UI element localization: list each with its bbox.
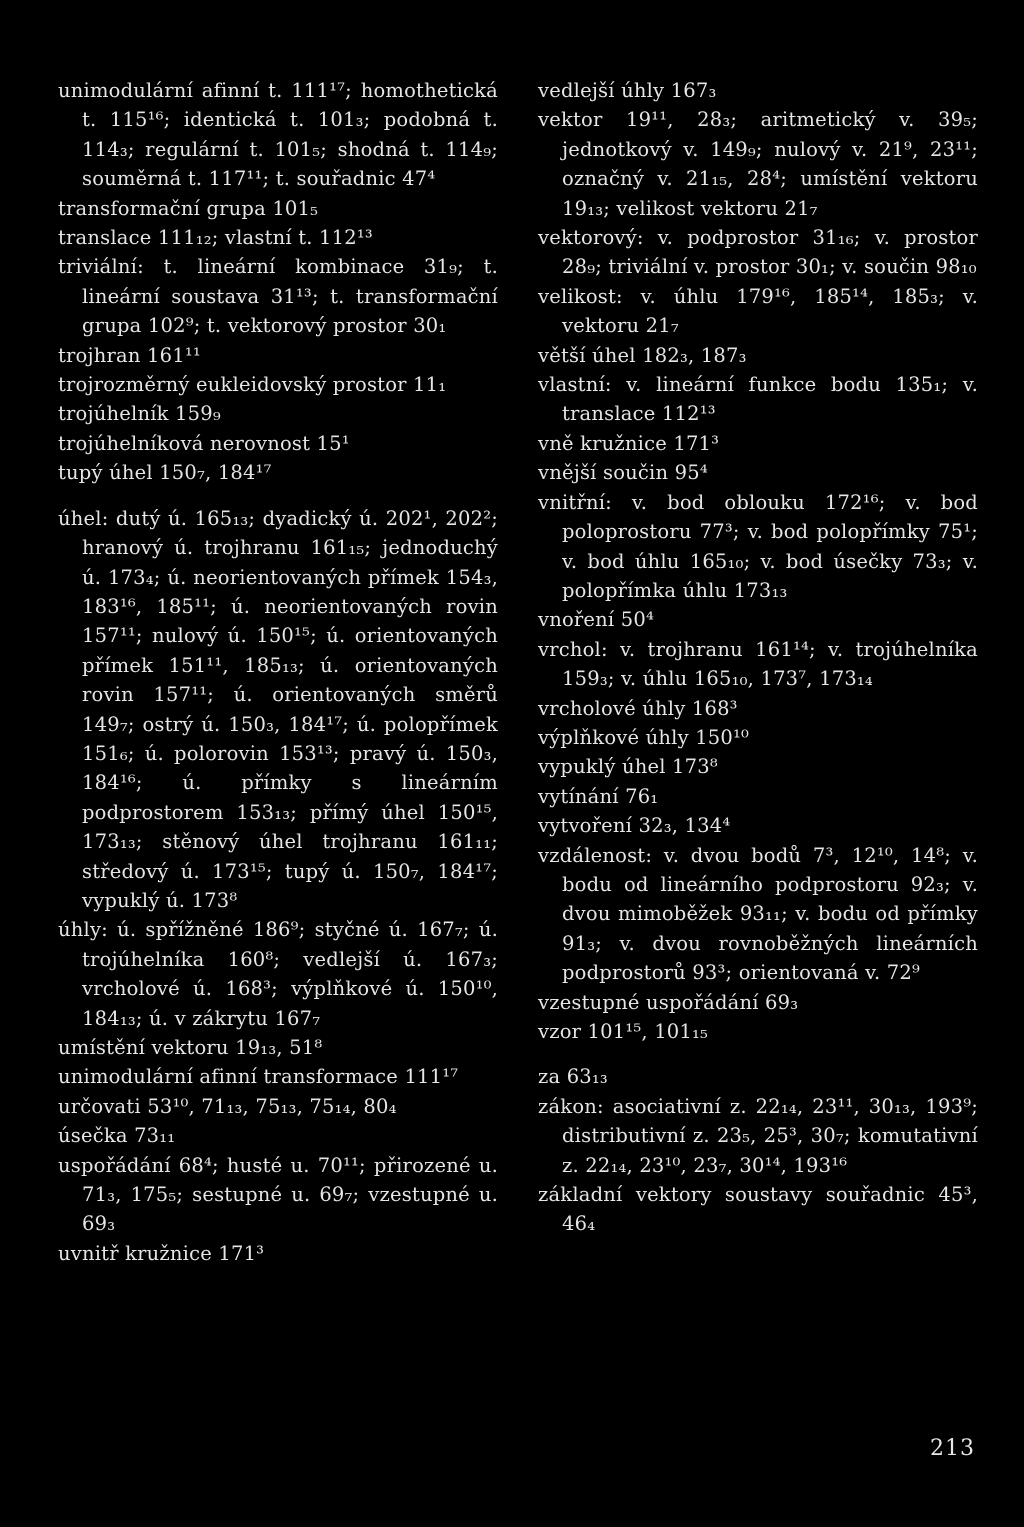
index-entry: vnoření 50⁴ (538, 608, 655, 632)
index-entry: vrcholové úhly 168³ (538, 696, 738, 720)
index-entry: vytvoření 32₃, 134⁴ (538, 814, 731, 838)
index-entry: vektorový: v. podprostor 31₁₆; v. prostor 28₉; triviální v. prostor 30₁; v. součin 98₁₀ (538, 226, 978, 279)
index-entry: za 63₁₃ (538, 1065, 608, 1089)
section-gap (58, 488, 498, 504)
index-entry: vně kružnice 171³ (538, 431, 720, 455)
index-entry: úsečka 73₁₁ (58, 1124, 176, 1148)
index-entry: vektor 19¹¹, 28₃; aritmetický v. 39₅; jednotkový v. 149₉; nulový v. 21⁹, 23¹¹; označný v. 21₁₅, 28⁴; umístění vektoru 19₁₃; velikost vektoru 21₇ (538, 108, 978, 220)
index-entry: transformační grupa 101₅ (58, 196, 319, 220)
index-column-left (58, 76, 498, 1268)
index-entry: vzor 101¹⁵, 101₁₅ (538, 1020, 709, 1043)
index-entry: unimodulární afinní t. 111¹⁷; homothetická t. 115¹⁶; identická t. 101₃; podobná t. 114₃; regulární t. 101₅; shodná t. 114₉; souměrná t. 117¹¹; t. souřadnic 47⁴ (58, 79, 498, 191)
page-number: 213 (930, 1436, 975, 1461)
index-entry: triviální: t. lineární kombinace 31₉; t. lineární soustava 31¹³; t. transformační grupa 102⁹; t. vektorový prostor 30₁ (58, 255, 498, 338)
index-entry: vnější součin 95⁴ (538, 461, 708, 485)
index-entry: vrchol: v. trojhranu 161¹⁴; v. trojúhelníka 159₃; v. úhlu 165₁₀, 173⁷, 173₁₄ (538, 637, 978, 691)
index-entry: vedlejší úhly 167₃ (538, 79, 717, 102)
index-column-right (538, 76, 978, 1239)
index-entry: vzdálenost: v. dvou bodů 7³, 12¹⁰, 14⁸; v. bodu od lineárního podprostoru 92₃; v. dvou mimoběžek 93₁₁; v. bodu od přímky 91₃; v. dvou rovnoběžných lineárních podprostorů 93³; orientovaná v. 72⁹ (538, 843, 978, 985)
index-entry: trojúhelníková nerovnost 15¹ (58, 431, 350, 455)
index-entry: vypuklý úhel 173⁸ (538, 755, 718, 779)
section-gap (538, 1046, 978, 1062)
index-entry: větší úhel 182₃, 187₃ (538, 343, 747, 367)
index-entry: úhly: ú. spřížněné 186⁹; styčné ú. 167₇; ú. trojúhelníka 160⁸; vedlejší ú. 167₃; vrcholové ú. 168³; výplňkové ú. 150¹⁰, 184₁₃; ú. v zákrytu 167₇ (58, 918, 498, 1030)
index-entry: velikost: v. úhlu 179¹⁶, 185¹⁴, 185₃; v. vektoru 21₇ (538, 284, 978, 338)
index-entry: vzestupné uspořádání 69₃ (538, 990, 799, 1014)
index-entry: uvnitř kružnice 171³ (58, 1241, 265, 1265)
index-entry: translace 111₁₂; vlastní t. 112¹³ (58, 226, 373, 250)
index-entry: výplňkové úhly 150¹⁰ (538, 725, 750, 749)
index-entry: unimodulární afinní transformace 111¹⁷ (58, 1065, 459, 1089)
index-entry: trojrozměrný eukleidovský prostor 11₁ (58, 373, 447, 397)
index-entry: trojhran 161¹¹ (58, 343, 201, 367)
index-entry: uspořádání 68⁴; husté u. 70¹¹; přirozené u. 71₃, 175₅; sestupné u. 69₇; vzestupné u. 69₃ (58, 1153, 498, 1236)
index-entry: vlastní: v. lineární funkce bodu 135₁; v. translace 112¹³ (538, 373, 978, 426)
index-entry: základní vektory soustavy souřadnic 45³, 46₄ (538, 1183, 978, 1236)
index-entry: tupý úhel 150₇, 184¹⁷ (58, 461, 272, 485)
index-entry: vytínání 76₁ (538, 784, 659, 808)
index-entry: umístění vektoru 19₁₃, 51⁸ (58, 1036, 323, 1059)
index-entry: trojúhelník 159₉ (58, 402, 221, 426)
index-entry: vnitřní: v. bod oblouku 172¹⁶; v. bod poloprostoru 77³; v. bod polopřímky 75¹; v. bod úhlu 165₁₀; v. bod úsečky 73₃; v. polopřímka úhlu 173₁₃ (538, 490, 978, 602)
index-entry: úhel: dutý ú. 165₁₃; dyadický ú. 202¹, 202²; hranový ú. trojhranu 161₁₅; jednoduchý ú. 173₄; ú. neorientovaných přímek 154₃, 183¹⁶, 185¹¹; ú. neorientovaných rovin 157¹¹; nulový ú. 150¹⁵; ú. orientovaných přímek 151¹¹, 185₁₃; ú. orientovaných rovin 157¹¹; ú. orientovaných směrů 149₇; ostrý ú. 150₃, 184¹⁷; ú. polopřímek 151₆; ú. polorovin 153¹³; pravý ú. 150₃, 184¹⁶; ú. přímky s lineárním podprostorem 153₁₃; přímý úhel 150¹⁵, 173₁₃; stěnový úhel trojhranu 161₁₁; středový ú. 173¹⁵; tupý ú. 150₇, 184¹⁷; vypuklý ú. 173⁸ (58, 506, 498, 912)
index-entry: určovati 53¹⁰, 71₁₃, 75₁₃, 75₁₄, 80₄ (58, 1094, 397, 1118)
index-entry: zákon: asociativní z. 22₁₄, 23¹¹, 30₁₃, 193⁹; distributivní z. 23₅, 25³, 30₇; komutativní z. 22₁₄, 23¹⁰, 23₇, 30¹⁴, 193¹⁶ (538, 1094, 978, 1177)
